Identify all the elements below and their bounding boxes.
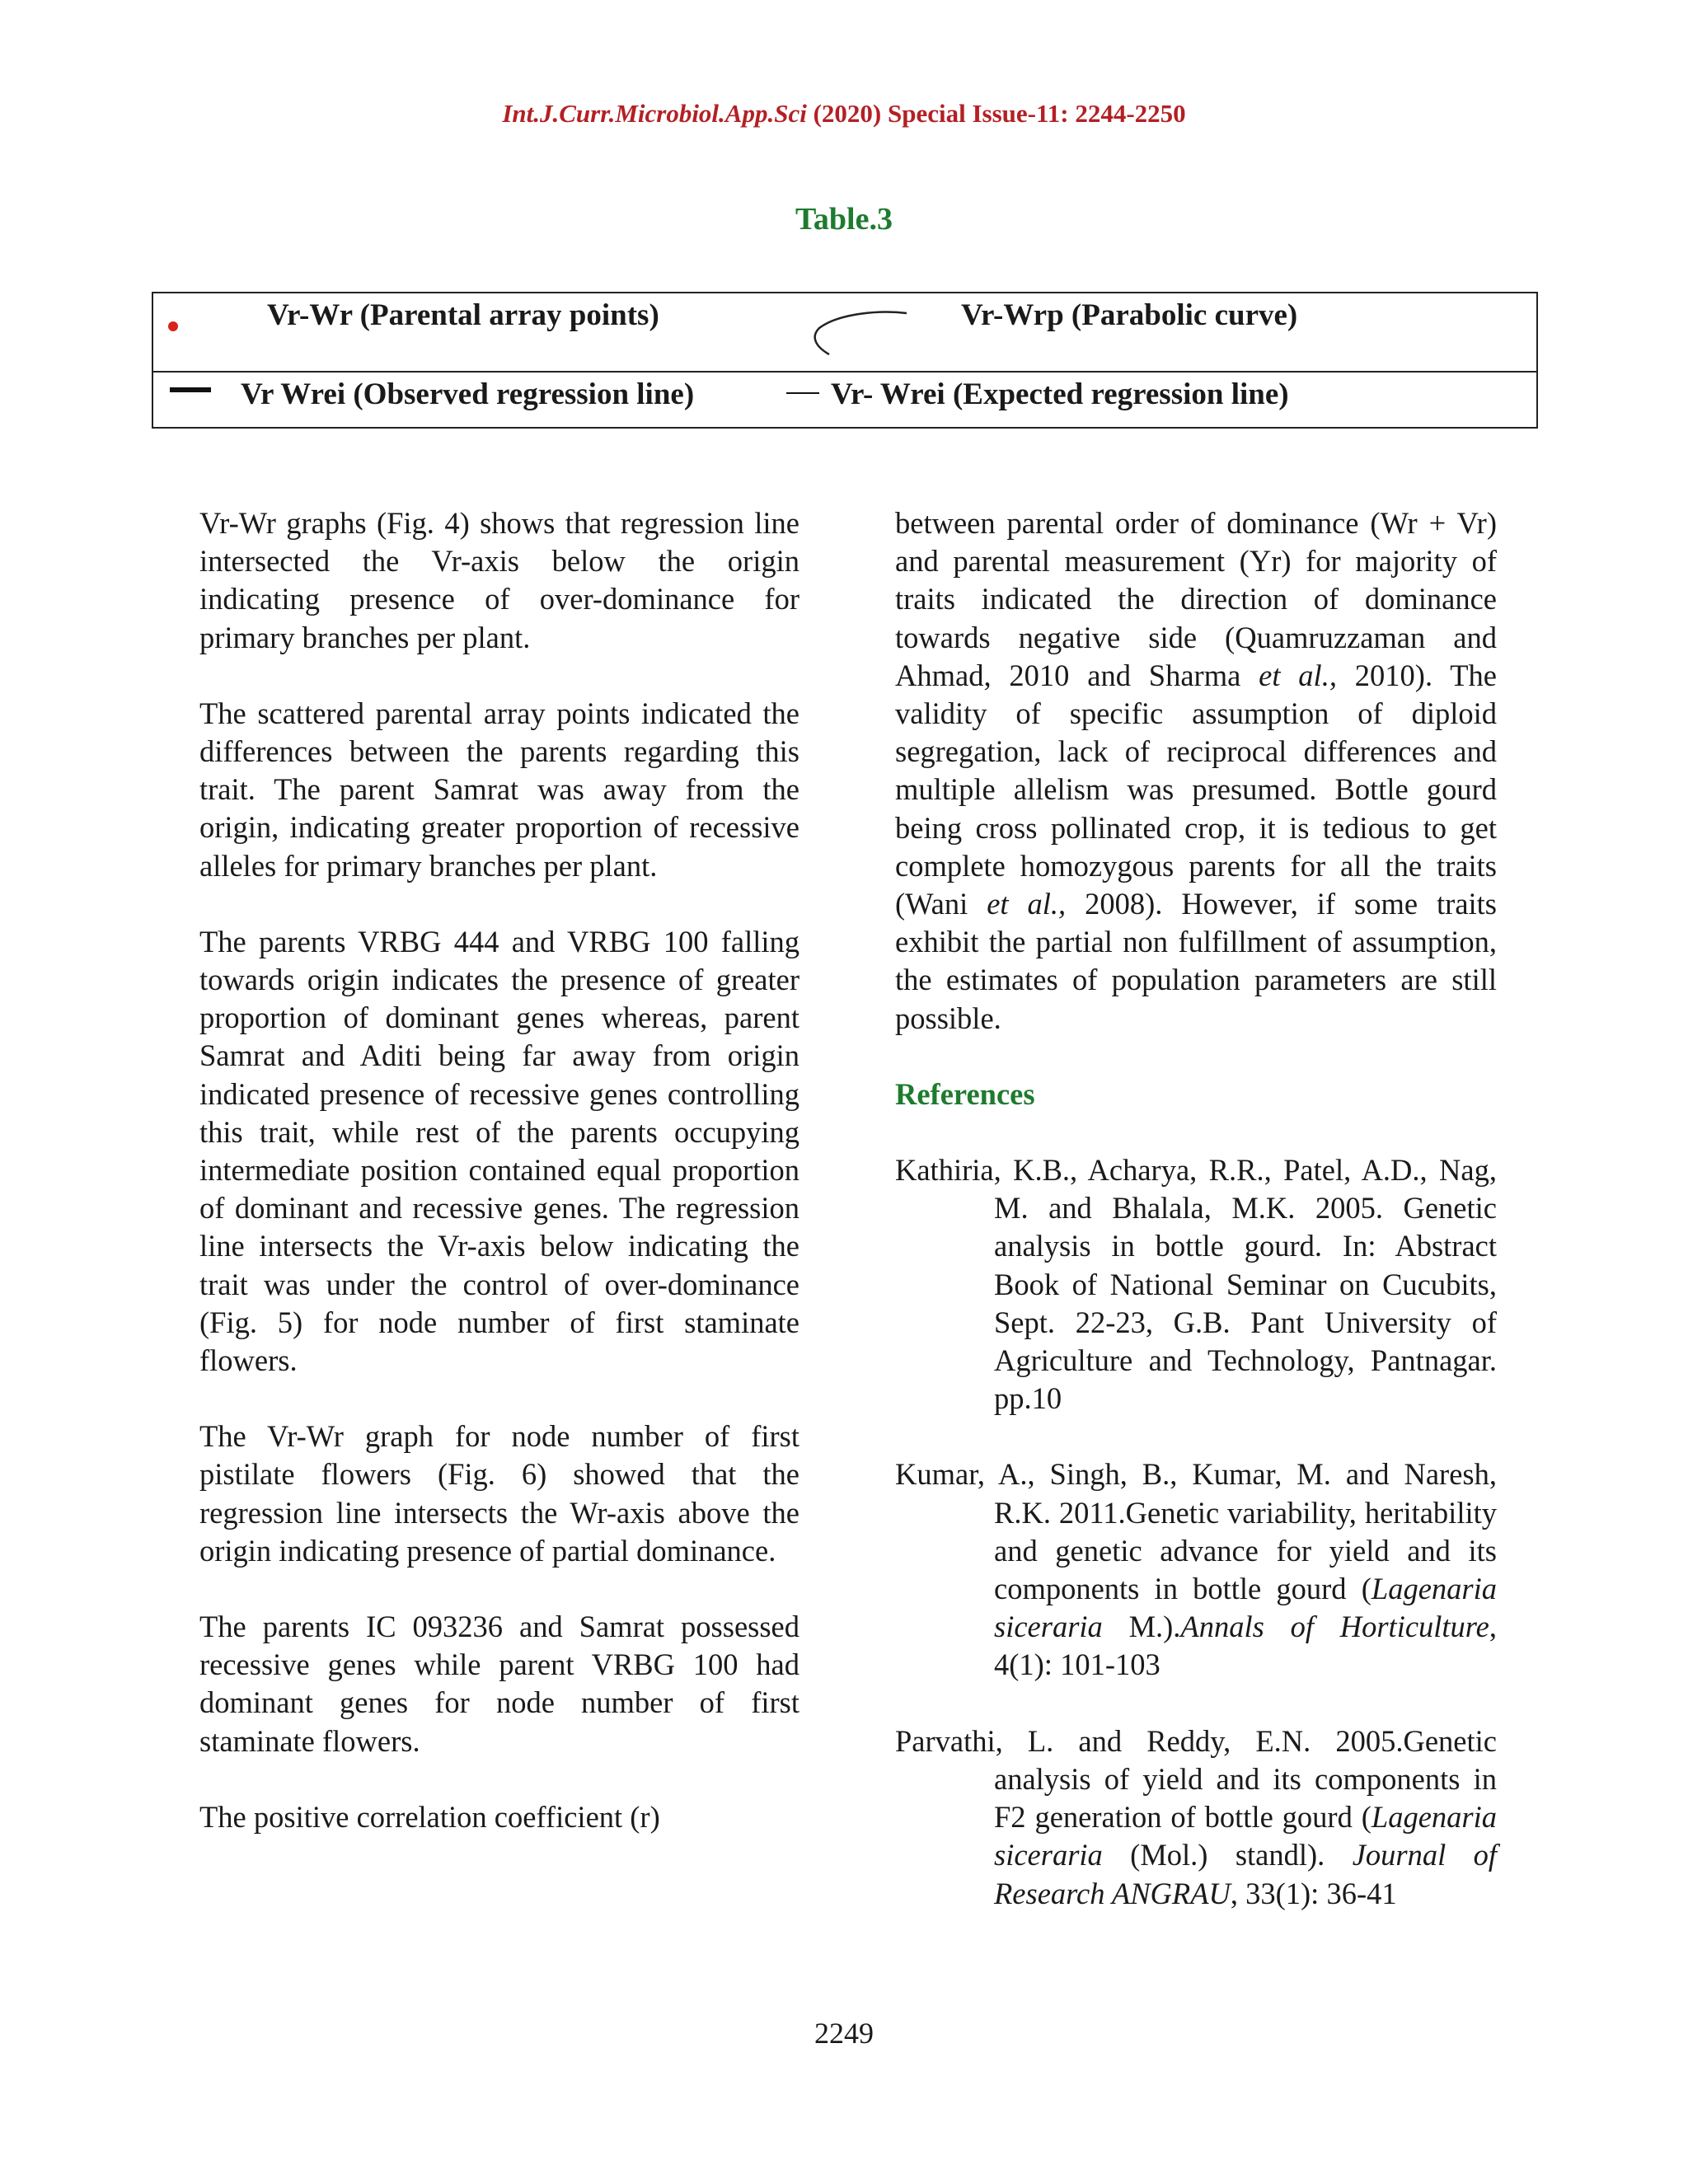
parental-array-points-label: Vr-Wr (Parental array points): [267, 298, 659, 332]
left-column: [199, 504, 799, 1836]
paragraph: The parents IC 093236 and Samrat possessed recessive genes while parent VRBG 100 had dominant genes for node number of first staminate flowers.: [199, 1610, 799, 1758]
right-column: [895, 504, 1497, 1951]
page-number: 2249: [814, 2017, 874, 2050]
paragraph: The positive correlation coefficient (r): [199, 1799, 660, 1834]
references-heading: References: [895, 1076, 1035, 1111]
journal-name: Int.J.Curr.Microbiol.App.Sci: [502, 99, 807, 128]
expected-regression-line-icon: [786, 392, 819, 394]
issue-info: (2020) Special Issue-11: 2244-2250: [806, 99, 1186, 128]
legend-row-2: [153, 373, 1536, 429]
legend-row-1: [153, 293, 1536, 373]
expected-regression-label: Vr- Wrei (Expected regression line): [831, 377, 1289, 411]
parabolic-curve-label: Vr-Wrp (Parabolic curve): [961, 298, 1298, 332]
reference-item: Kathiria, K.B., Acharya, R.R., Patel, A.D., Nag, M. and Bhalala, M.K. 2005. Genetic analysis in bottle gourd. In: Abstract Book of National Seminar on Cucubits, Sept. 22-23, G.B. Pant University of Agriculture and Technology, Pantnagar. pp.10: [895, 1153, 1497, 1416]
paragraph: The scattered parental array points indicated the differences between the parents regarding this trait. The parent Samrat was away from the origin, indicating greater proportion of recessive alleles for primary branches per plant.: [199, 696, 799, 883]
paragraph: Vr-Wr graphs (Fig. 4) shows that regression line intersected the Vr-axis below the origin indicating presence of over-dominance for primary branches per plant.: [199, 506, 799, 654]
parabolic-curve-icon: [806, 302, 913, 359]
reference-item: Kumar, A., Singh, B., Kumar, M. and Naresh, R.K. 2011.Genetic variability, heritability and genetic advance for yield and its components in bottle gourd (Lagenaria siceraria M.).Annals of Horticulture, 4(1): 101-103: [895, 1457, 1497, 1682]
legend-table: [152, 292, 1538, 429]
paragraph: between parental order of dominance (Wr + Vr) and parental measurement (Yr) for majority of traits indicated the direction of dominance towards negative side (Quamruzzaman and Ahmad, 2010 and Sharma et al., 2010). The validity of specific assumption of diploid segregation, lack of reciprocal differences and multiple allelism was presumed. Bottle gourd being cross pollinated crop, it is tedious to get complete homozygous parents for all the traits (Wani et al., 2008). However, if some traits exhibit the partial non fulfillment of assumption, the estimates of population parameters are still possible.: [895, 506, 1498, 1035]
paragraph: The Vr-Wr graph for node number of first pistilate flowers (Fig. 6) showed that the regression line intersects the Wr-axis above the origin indicating presence of partial dominance.: [199, 1419, 799, 1568]
red-dot-marker-icon: [168, 321, 178, 331]
table-title: Table.3: [795, 202, 893, 237]
paragraph: The parents VRBG 444 and VRBG 100 falling towards origin indicates the presence of greater proportion of dominant genes whereas, parent Samrat and Aditi being far away from origin indicated presence of recessive genes controlling this trait, while rest of the parents occupying intermediate position contained equal proportion of dominant and recessive genes. The regression line intersects the Vr-axis below indicating the trait was under the control of over-dominance (Fig. 5) for node number of first staminate flowers.: [199, 924, 799, 1378]
observed-regression-label: Vr Wrei (Observed regression line): [241, 377, 695, 411]
journal-header: [0, 99, 1688, 129]
reference-item: Parvathi, L. and Reddy, E.N. 2005.Genetic analysis of yield and its components in F2 generation of bottle gourd (Lagenaria siceraria (Mol.) standl). Journal of Research ANGRAU, 33(1): 36-41: [895, 1723, 1498, 1910]
observed-regression-line-icon: [170, 387, 211, 392]
